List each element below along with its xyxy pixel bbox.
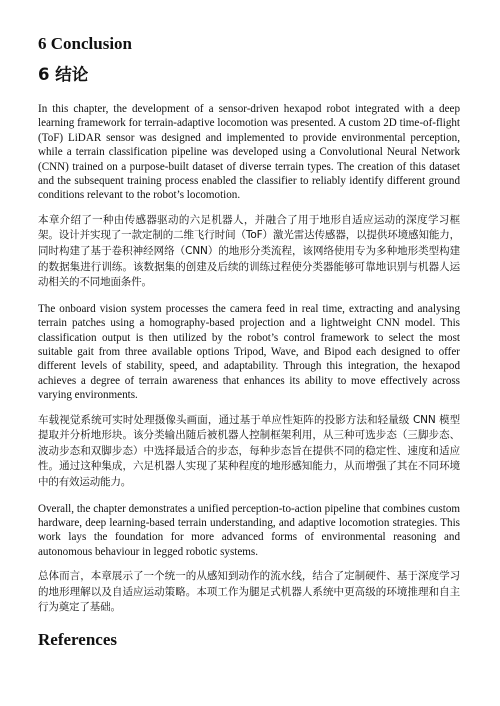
references-heading: References [38,630,117,650]
paragraph-chinese-2: 车载视觉系统可实时处理摄像头画面，通过基于单应性矩阵的投影方法和轻量级 CNN 模型提取并分析地形块。该分类输出随后被机器人控制框架利用，从三种可选步态（三脚步态、波动步态和双脚步态）中选择最适合的步态，每种步态旨在提供不同的稳定性、速度和适应性。通过这种集成，六足机器人实现了某种程度的地形感知能力，从而增强了其在不同环境中的有效运动能力。 [38,413,460,489]
section-heading-chinese: 6 结论 [38,65,89,84]
paragraph-english-2: The onboard vision system processes the camera feed in real time, extracting and analysing terrain patches using a homography-based projection and a lightweight CNN model. This classification output is then utilized by the robot’s control framework to select the most suitable gait from three available options Tripod, Wave, and Bipod each designed to offer different levels of stability, speed, and adaptability. Through this integration, the hexapod achieves a degree of terrain awareness that enhances its ability to move effectively across varying environments. [38,302,460,402]
paragraph-english-3: Overall, the chapter demonstrates a unified perception-to-action pipeline that combines custom hardware, deep learning-based terrain understanding, and adaptive locomotion strategies. This work lays the foundation for more advanced forms of environmental reasoning and autonomous behaviour in legged robotic systems. [38,502,460,558]
paragraph-chinese-3: 总体而言，本章展示了一个统一的从感知到动作的流水线，结合了定制硬件、基于深度学习的地形理解以及自适应运动策略。本项工作为腿足式机器人系统中更高级的环境推理和自主行为奠定了基础。 [38,570,460,614]
paragraph-english-1: In this chapter, the development of a sensor-driven hexapod robot integrated with a deep learning framework for terrain-adaptive locomotion was presented. A custom 2D time-of-flight (ToF) LiDAR sensor was designed and implemented to provide environmental perception, while a terrain classification pipeline was developed using a Convolutional Neural Network (CNN) trained on a purpose-built dataset of diverse terrain types. The creation of this dataset and the subsequent training process enabled the classifier to reliably identify different ground conditions relevant to the robot’s locomotion. [38,103,460,202]
section-heading-english: 6 Conclusion [38,34,132,53]
paragraph-chinese-1: 本章介绍了一种由传感器驱动的六足机器人，并融合了用于地形自适应运动的深度学习框架。设计并实现了一款定制的二维飞行时间（ToF）激光雷达传感器，以提供环境感知能力，同时构建了基于卷积神经网络（CNN）的地形分类流程，该网络使用专为多种地形类型构建的数据集进行训练。该数据集的创建及后续的训练过程使分类器能够可靠地识别与机器人运动相关的不同地面条件。 [38,213,460,289]
